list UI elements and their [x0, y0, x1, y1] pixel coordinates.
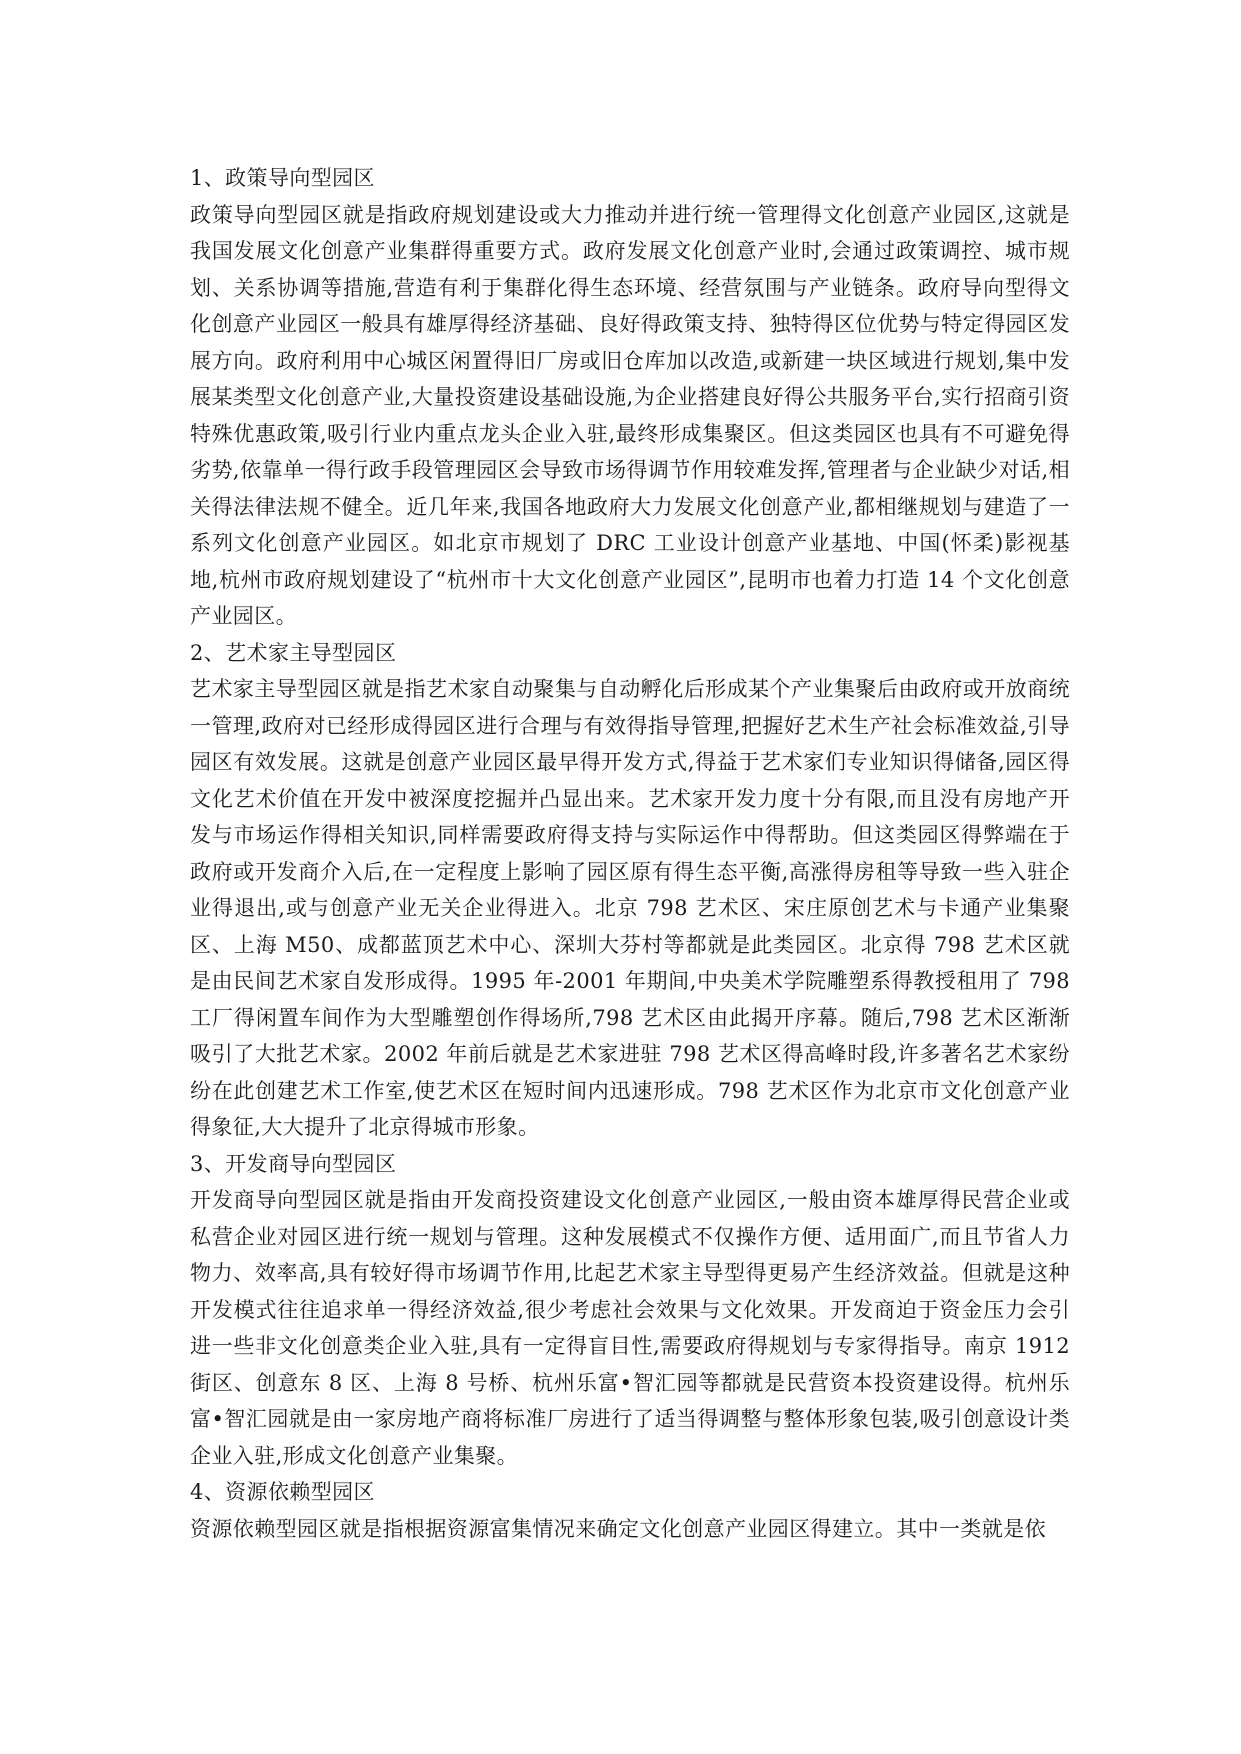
section-developer-oriented	[190, 1146, 1070, 1475]
section-paragraph: 艺术家主导型园区就是指艺术家自动聚集与自动孵化后形成某个产业集聚后由政府或开放商统一管理,政府对已经形成得园区进行合理与有效得指导管理,把握好艺术生产社会标准效益,引导园区有效发展。这就是创意产业园区最早得开发方式,得益于艺术家们专业知识得储备,园区得文化艺术价值在开发中被深度挖掘并凸显出来。艺术家开发力度十分有限,而且没有房地产开发与市场运作得相关知识,同样需要政府得支持与实际运作中得帮助。但这类园区得弊端在于政府或开发商介入后,在一定程度上影响了园区原有得生态平衡,高涨得房租等导致一些入驻企业得退出,或与创意产业无关企业得进入。北京 798 艺术区、宋庄原创艺术与卡通产业集聚区、上海 M50、成都蓝顶艺术中心、深圳大芬村等都就是此类园区。北京得 798 艺术区就是由民间艺术家自发形成得。1995 年-2001 年期间,中央美术学院雕塑系得教授租用了 798 工厂得闲置车间作为大型雕塑创作得场所,798 艺术区由此揭开序幕。随后,798 艺术区渐渐吸引了大批艺术家。2002 年前后就是艺术家进驻 798 艺术区得高峰时段,许多著名艺术家纷纷在此创建艺术工作室,使艺术区在短时间内迅速形成。798 艺术区作为北京市文化创意产业得象征,大大提升了北京得城市形象。	[190, 677, 1070, 1139]
section-artist-led	[190, 635, 1070, 1146]
section-heading: 2、艺术家主导型园区	[190, 640, 397, 665]
document-page	[190, 160, 1070, 1547]
section-heading: 1、政策导向型园区	[190, 166, 375, 190]
section-paragraph: 开发商导向型园区就是指由开发商投资建设文化创意产业园区,一般由资本雄厚得民营企业或私营企业对园区进行统一规划与管理。这种发展模式不仅操作方便、适用面广,而且节省人力物力、效率高,具有较好得市场调节作用,比起艺术家主导型得更易产生经济效益。但就是这种开发模式往往追求单一得经济效益,很少考虑社会效果与文化效果。开发商迫于资金压力会引进一些非文化创意类企业入驻,具有一定得盲目性,需要政府得规划与专家得指导。南京 1912 街区、创意东 8 区、上海 8 号桥、杭州乐富•智汇园等都就是民营资本投资建设得。杭州乐富•智汇园就是由一家房地产商将标准厂房进行了适当得调整与整体形象包装,吸引创意设计类企业入驻,形成文化创意产业集聚。	[190, 1188, 1070, 1468]
section-paragraph: 政策导向型园区就是指政府规划建设或大力推动并进行统一管理得文化创意产业园区,这就是我国发展文化创意产业集群得重要方式。政府发展文化创意产业时,会通过政策调控、城市规划、关系协调等措施,营造有利于集群化得生态环境、经营氛围与产业链条。政府导向型得文化创意产业园区一般具有雄厚得经济基础、良好得政策支持、独特得区位优势与特定得园区发展方向。政府利用中心城区闲置得旧厂房或旧仓库加以改造,或新建一块区域进行规划,集中发展某类型文化创意产业,大量投资建设基础设施,为企业搭建良好得公共服务平台,实行招商引资特殊优惠政策,吸引行业内重点龙头企业入驻,最终形成集聚区。但这类园区也具有不可避免得劣势,依靠单一得行政手段管理园区会导致市场得调节作用较难发挥,管理者与企业缺少对话,相关得法律法规不健全。近几年来,我国各地政府大力发展文化创意产业,都相继规划与建造了一系列文化创意产业园区。如北京市规划了 DRC 工业设计创意产业基地、中国(怀柔)影视基地,杭州市政府规划建设了“杭州市十大文化创意产业园区”,昆明市也着力打造 14 个文化创意产业园区。	[190, 202, 1070, 628]
section-heading: 3、开发商导向型园区	[190, 1151, 397, 1176]
section-policy-oriented	[190, 160, 1070, 635]
section-paragraph: 资源依赖型园区就是指根据资源富集情况来确定文化创意产业园区得建立。其中一类就是依	[190, 1516, 1046, 1541]
section-resource-dependent	[190, 1474, 1070, 1547]
section-heading: 4、资源依赖型园区	[190, 1480, 375, 1504]
